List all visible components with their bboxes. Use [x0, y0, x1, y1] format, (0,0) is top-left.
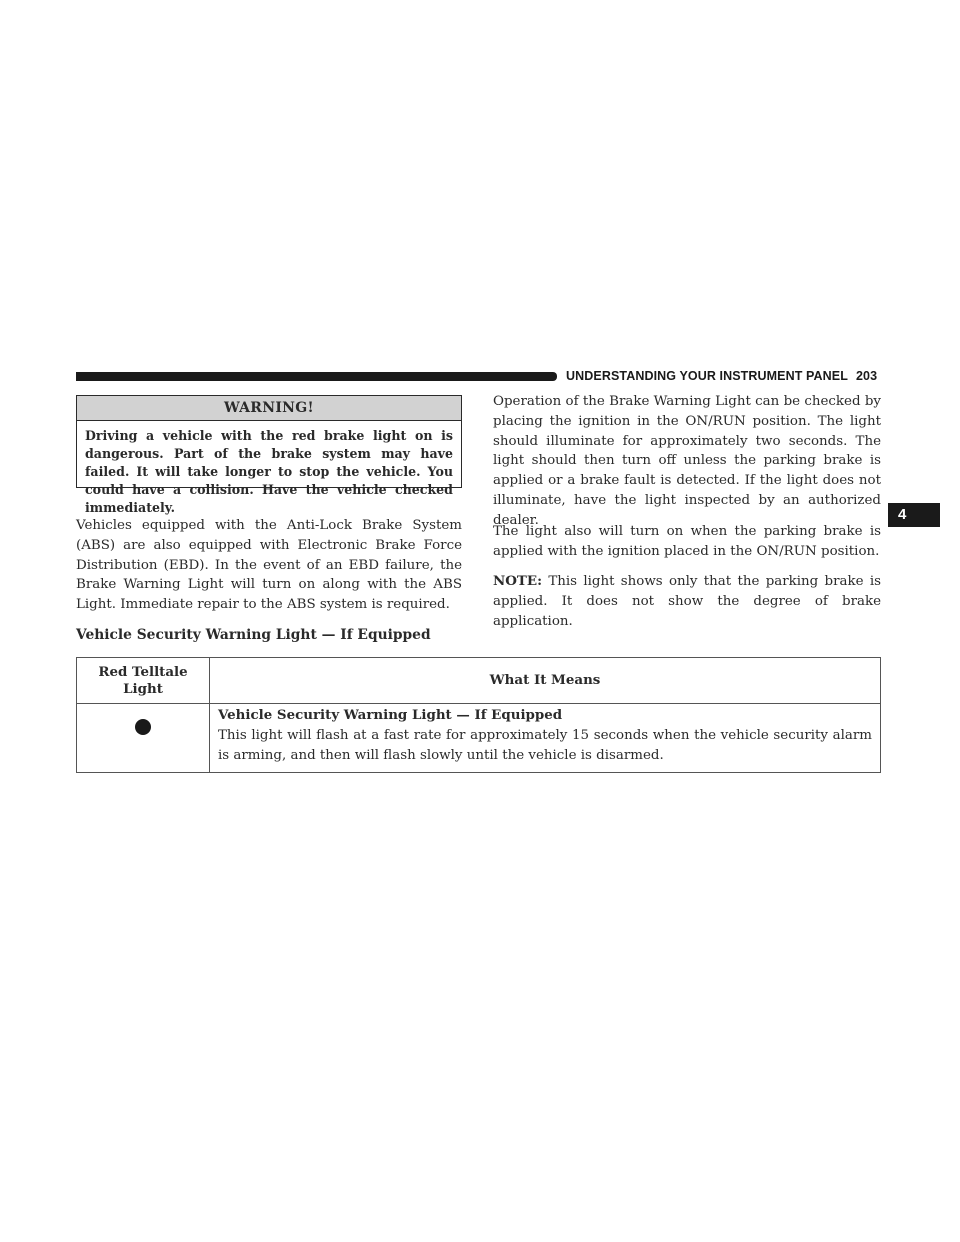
section-heading: Vehicle Security Warning Light — If Equipped — [76, 627, 431, 643]
table-row — [77, 704, 881, 773]
chapter-tab: 4 — [888, 503, 940, 527]
running-title: UNDERSTANDING YOUR INSTRUMENT PANEL — [566, 369, 848, 383]
note-text: This light shows only that the parking brake is applied. It does not show the degree of brake application. — [493, 574, 881, 629]
telltale-table — [76, 657, 881, 773]
row-description: This light will flash at a fast rate for approximately 15 seconds when the vehicle security alarm is arming, and then will flash slowly until the vehicle is disarmed. — [218, 727, 872, 763]
parking-brake-paragraph: The light also will turn on when the parking brake is applied with the ignition placed in the ON/RUN position. — [493, 524, 881, 559]
telltale-light-cell — [77, 704, 210, 773]
warning-title: WARNING! — [77, 396, 461, 421]
header-what-it-means: What It Means — [210, 658, 881, 704]
meaning-cell — [210, 704, 881, 773]
header-rule — [76, 372, 557, 381]
header-red-telltale-light: Red Telltale Light — [77, 658, 210, 704]
warning-box — [76, 395, 462, 515]
security-light-icon — [135, 719, 151, 735]
row-title: Vehicle Security Warning Light — If Equipped — [218, 707, 563, 723]
ebd-paragraph: Vehicles equipped with the Anti-Lock Brake System (ABS) are also equipped with Electronic Brake Force Distribution (EBD). In the event of an EBD failure, the Brake Warning Light will turn on along with the ABS Light. Immediate repair to the ABS system is required. — [76, 518, 462, 613]
warning-text: Driving a vehicle with the red brake light on is dangerous. Part of the brake system may have failed. It will take longer to stop the vehicle. You could have a collision. Have the vehicle checked immediately. — [85, 428, 453, 515]
brake-check-paragraph: Operation of the Brake Warning Light can be checked by placing the ignition in the ON/RUN position. The light should illuminate for approximately two seconds. The light should then turn off unless the parking brake is applied or a brake fault is detected. If the light does not illuminate, have the light inspected by an authorized dealer. — [493, 394, 881, 528]
table-header-row — [77, 658, 881, 704]
note-paragraph — [493, 572, 881, 631]
note-label: NOTE: — [493, 573, 543, 589]
running-header — [566, 369, 877, 383]
page-number: 203 — [855, 369, 878, 383]
